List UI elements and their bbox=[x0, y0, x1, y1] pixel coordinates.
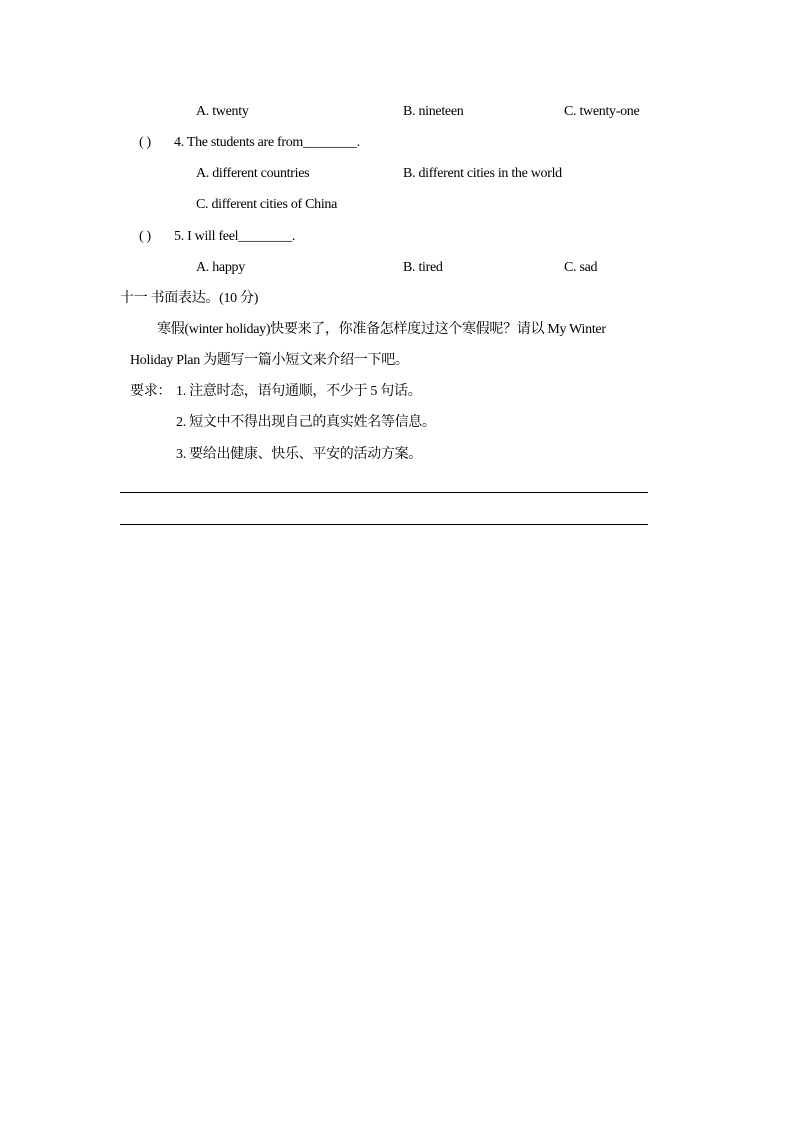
q5-option-b: B. tired bbox=[403, 260, 443, 275]
q3-option-a: A. twenty bbox=[196, 104, 249, 119]
writing-line-2[interactable] bbox=[120, 524, 648, 525]
prompt-line-1: 寒假(winter holiday)快要来了，你准备怎样度过这个寒假呢？请以 My Winter bbox=[157, 322, 606, 337]
q3-option-c: C. twenty-one bbox=[564, 104, 640, 119]
prompt-line-2: Holiday Plan 为题写一篇小短文来介绍一下吧。 bbox=[130, 353, 409, 368]
writing-line-1[interactable] bbox=[120, 492, 648, 493]
section-heading: 十一 书面表达。(10 分) bbox=[120, 291, 259, 306]
q4-option-c: C. different cities of China bbox=[196, 197, 338, 212]
q5-answer-blank[interactable]: ( ) bbox=[139, 229, 151, 244]
requirements-label: 要求： bbox=[130, 384, 172, 399]
q4-stem: 4. The students are from________. bbox=[174, 135, 360, 150]
requirement-1: 1. 注意时态，语句通顺，不少于 5 句话。 bbox=[176, 384, 422, 399]
requirement-3: 3. 要给出健康、快乐、平安的活动方案。 bbox=[176, 447, 422, 462]
requirement-2: 2. 短文中不得出现自己的真实姓名等信息。 bbox=[176, 415, 436, 430]
q5-option-a: A. happy bbox=[196, 260, 245, 275]
q4-answer-blank[interactable]: ( ) bbox=[139, 135, 151, 150]
q4-option-a: A. different countries bbox=[196, 166, 310, 181]
q4-option-b: B. different cities in the world bbox=[403, 166, 562, 181]
q5-stem: 5. I will feel________. bbox=[174, 229, 296, 244]
q5-option-c: C. sad bbox=[564, 260, 598, 275]
q3-option-b: B. nineteen bbox=[403, 104, 464, 119]
